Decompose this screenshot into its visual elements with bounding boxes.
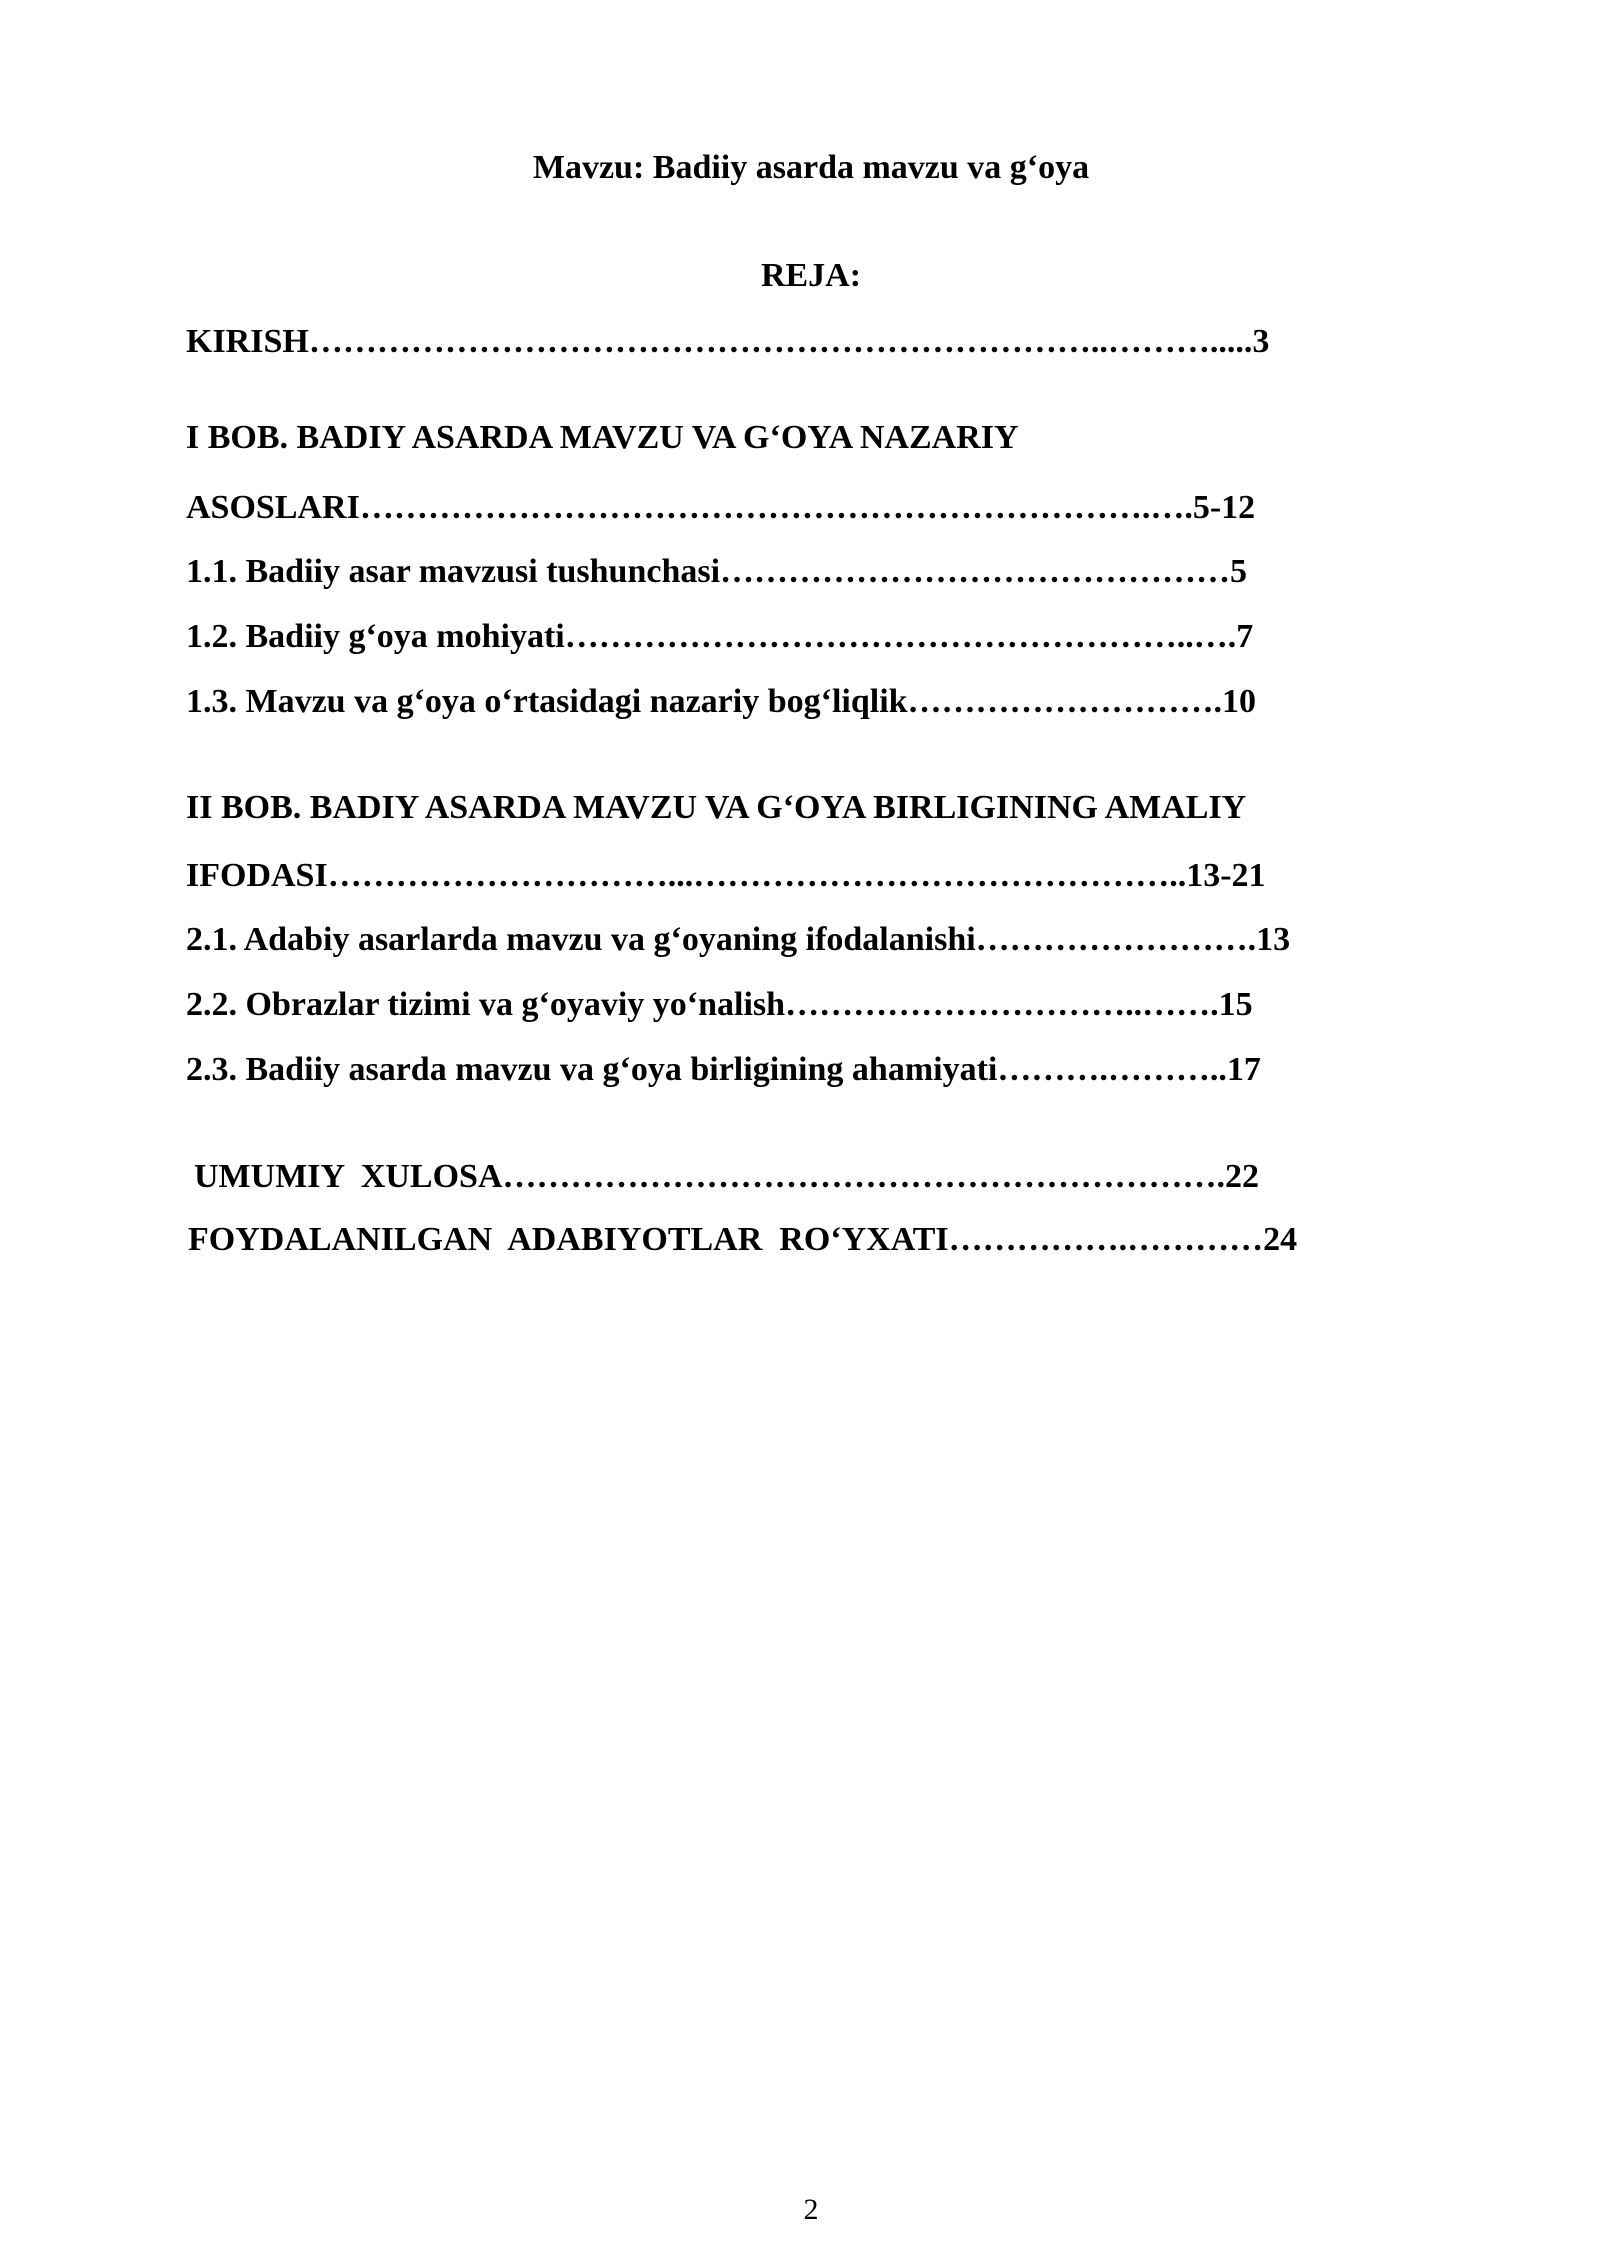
page-number: 2 bbox=[803, 2193, 819, 2226]
toc-entry-2-2: 2.2. Obrazlar tizimi va g‘oyaviy yo‘nalish…………………………..…….15 bbox=[186, 986, 1253, 1023]
toc-entry-1-2: 1.2. Badiiy g‘oya mohiyati………………………………………………..….7 bbox=[186, 618, 1254, 655]
toc-entry-2-1: 2.1. Adabiy asarlarda mavzu va g‘oyaning ifodalanishi…………………….13 bbox=[186, 921, 1291, 958]
document-title: Mavzu: Badiiy asarda mavzu va g‘oya bbox=[532, 149, 1090, 186]
plan-heading: REJA: bbox=[760, 257, 862, 294]
toc-entry-1-3: 1.3. Mavzu va g‘oya o‘rtasidagi nazariy bog‘liqlik……………………….10 bbox=[186, 683, 1257, 720]
toc-chapter1-heading-cont: ASOSLARI…………………………………………………………….….5-12 bbox=[186, 489, 1256, 526]
toc-entry-conclusion: UMUMIY XULOSA……………………………………………………….22 bbox=[194, 1158, 1260, 1195]
toc-chapter1-heading: I BOB. BADIY ASARDA MAVZU VA G‘OYA NAZARIY bbox=[186, 419, 1019, 456]
toc-chapter2-heading: II BOB. BADIY ASARDA MAVZU VA G‘OYA BIRLIGINING AMALIY bbox=[186, 789, 1247, 826]
toc-entry-intro: KIRISH……………………………………………………………..……….....3 bbox=[186, 323, 1270, 360]
toc-entry-2-3: 2.3. Badiiy asarda mavzu va g‘oya birligining ahamiyati……….………..17 bbox=[186, 1051, 1261, 1088]
toc-chapter2-heading-cont: IFODASI…………………………...……………………………………..13-21 bbox=[186, 857, 1266, 894]
toc-entry-references: FOYDALANILGAN ADABIYOTLAR RO‘YXATI…………….…………24 bbox=[188, 1221, 1298, 1258]
toc-entry-1-1: 1.1. Badiiy asar mavzusi tushunchasi………………………………………5 bbox=[186, 553, 1248, 590]
